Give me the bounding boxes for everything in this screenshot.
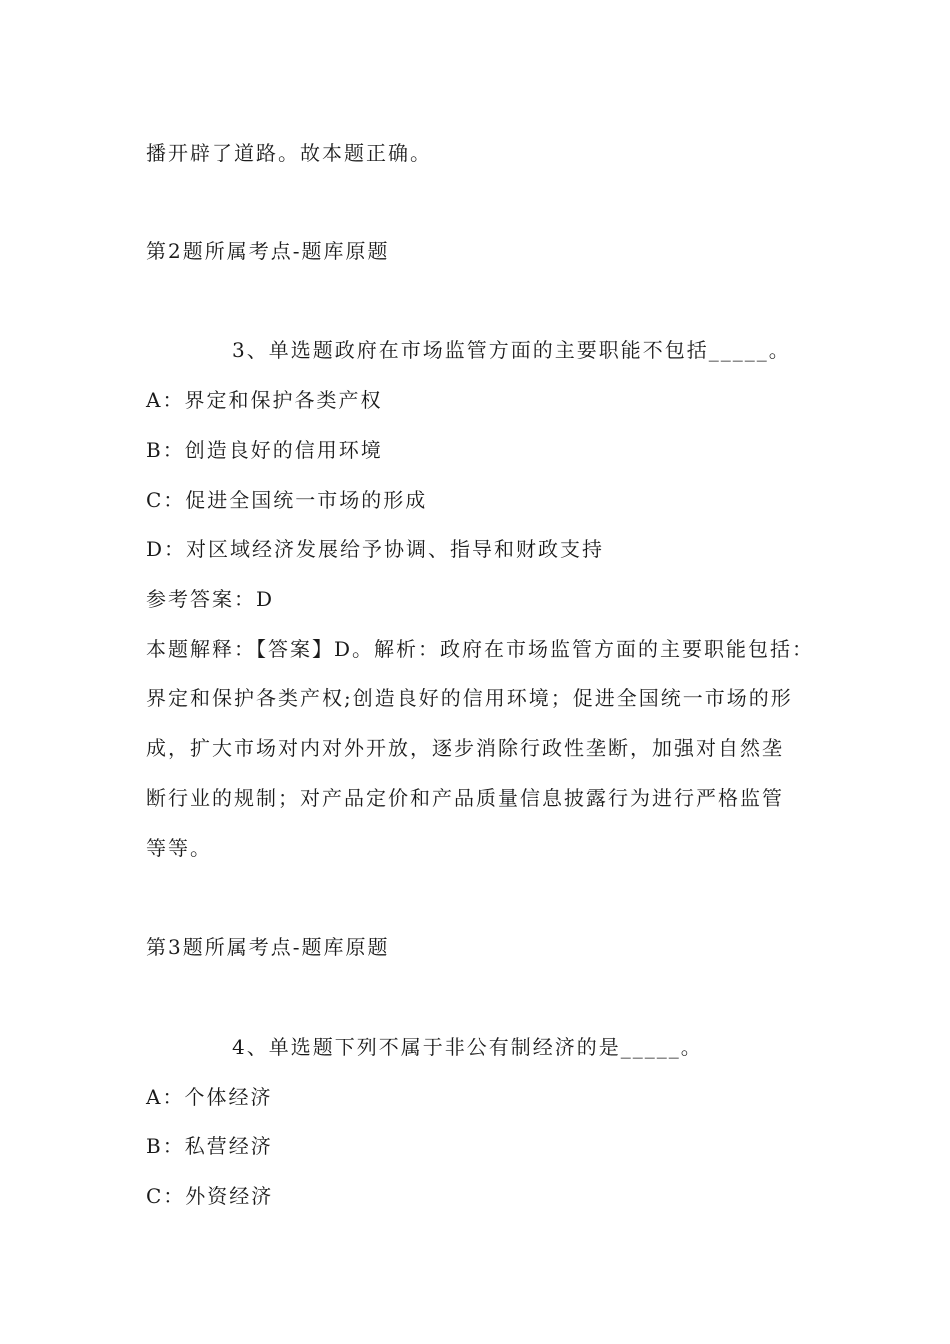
question-4-option-c: C：外资经济 bbox=[146, 1184, 274, 1208]
question-2-explanation-tail: 播开辟了道路。故本题正确。 bbox=[146, 141, 432, 165]
question-3-answer: 参考答案：D bbox=[146, 587, 275, 611]
question-3-option-a: A：界定和保护各类产权 bbox=[146, 388, 383, 412]
question-4-stem: 4、单选题下列不属于非公有制经济的是_____。 bbox=[232, 1035, 703, 1059]
question-3-explanation-line: 等等。 bbox=[146, 836, 212, 860]
question-3-explanation-line: 成，扩大市场对内对外开放，逐步消除行政性垄断，加强对自然垄 bbox=[146, 736, 784, 760]
question-2-topic: 第2题所属考点-题库原题 bbox=[146, 239, 390, 263]
question-4-option-a: A：个体经济 bbox=[146, 1085, 273, 1109]
question-3-explanation-line: 断行业的规制；对产品定价和产品质量信息披露行为进行严格监管 bbox=[146, 786, 784, 810]
question-3-option-c: C：促进全国统一市场的形成 bbox=[146, 488, 428, 512]
question-3-stem: 3、单选题政府在市场监管方面的主要职能不包括_____。 bbox=[232, 338, 791, 362]
question-3-option-d: D：对区域经济发展给予协调、指导和财政支持 bbox=[146, 537, 605, 561]
question-3-explanation-line: 界定和保护各类产权;创造良好的信用环境；促进全国统一市场的形 bbox=[146, 686, 793, 710]
question-4-option-b: B：私营经济 bbox=[146, 1134, 273, 1158]
question-3-option-b: B：创造良好的信用环境 bbox=[146, 438, 383, 462]
question-3-explanation-line: 本题解释：【答案】D。解析：政府在市场监管方面的主要职能包括： bbox=[146, 637, 815, 661]
question-3-topic: 第3题所属考点-题库原题 bbox=[146, 935, 390, 959]
